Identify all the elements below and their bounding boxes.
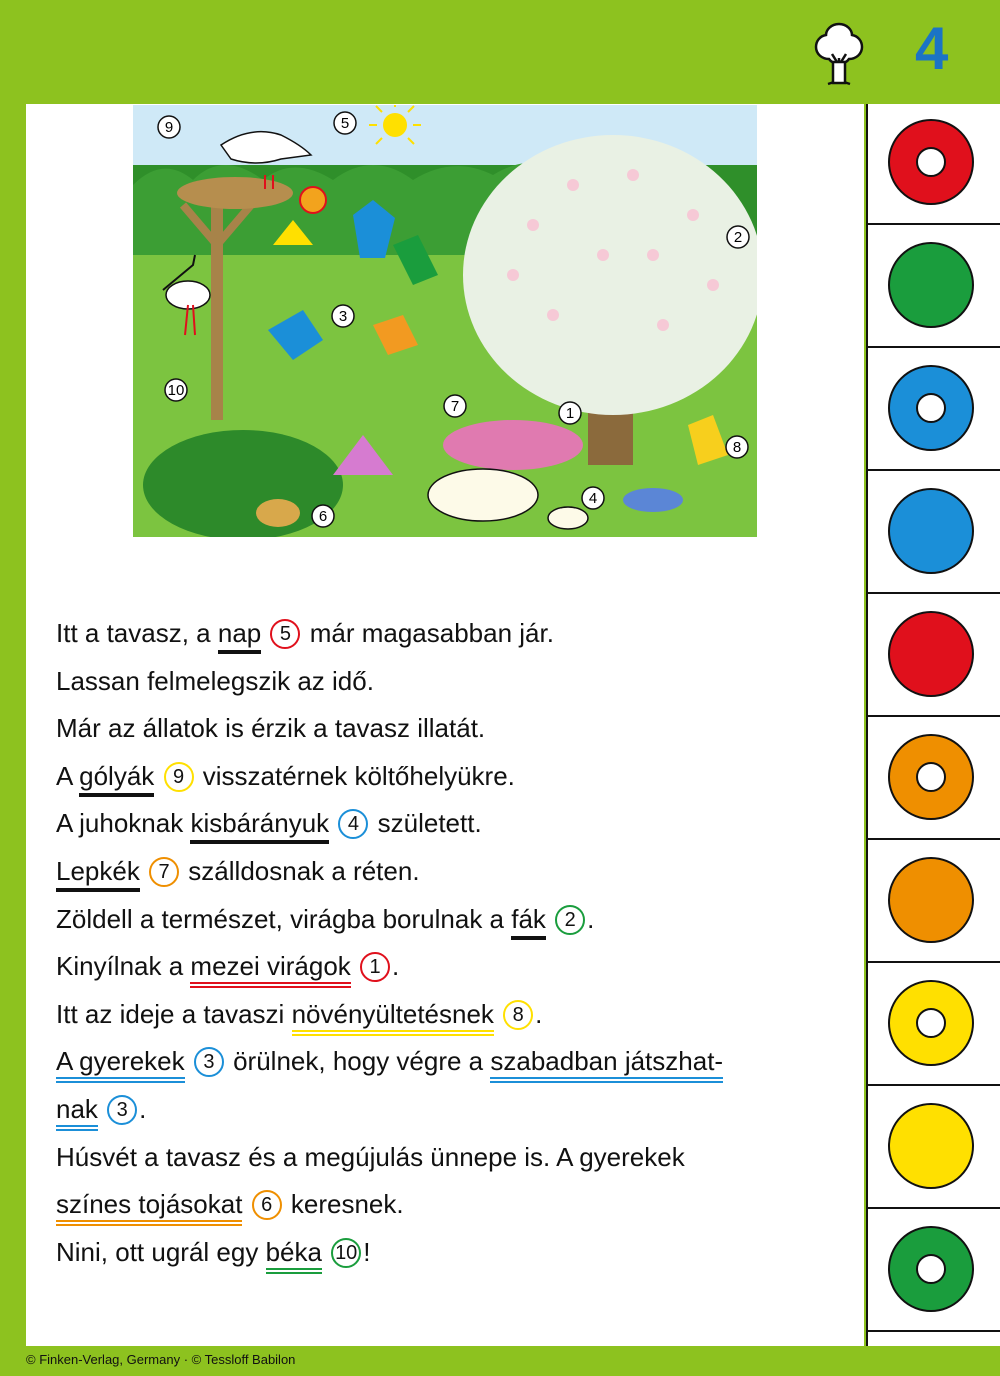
text-line-11: nak 3 . [56,1086,846,1134]
pic-label-10: 10 [167,382,185,399]
page-number: 4 [915,15,949,82]
blue-ring-icon [888,365,974,451]
text-line-13: színes tojásokat 6 keresnek. [56,1181,846,1229]
keyword-sun: nap [218,618,261,654]
text-line-10: A gyerekek 3 örülnek, hogy végre a szabadban játszhat- [56,1038,846,1086]
text-line-9: Itt az ideje a tavaszi növényültetésnek 8 . [56,991,846,1039]
text-line-1: Itt a tavasz, a nap 5 már magasabban jár. [56,610,846,658]
number-7: 7 [149,857,179,887]
keyword-storks: gólyák [79,761,154,797]
keyword-planting: növényültetésnek [292,999,494,1036]
text-line-14: Nini, ott ugrál egy béka 10 ! [56,1229,846,1277]
green-dot-icon [888,242,974,328]
orange-dot-icon [888,857,974,943]
sun [383,113,407,137]
rail-cell-9 [868,1088,1000,1209]
copyright-footer: © Finken-Verlag, Germany · © Tessloff Babilon [26,1352,296,1367]
pic-label-8: 8 [732,439,742,456]
orange-ring-icon [888,734,974,820]
keyword-play-outdoors: szabadban játszhat- [490,1046,723,1083]
red-dot-icon [888,611,974,697]
spring-scene-illustration [133,105,757,537]
yellow-dot-icon [888,1103,974,1189]
pic-label-2: 2 [733,229,743,246]
pic-label-1: 1 [565,405,575,422]
number-5: 5 [270,619,300,649]
rail-cell-7 [868,842,1000,963]
number-10: 10 [331,1238,361,1268]
number-3: 3 [194,1047,224,1077]
keyword-field-flowers: mezei virágok [190,951,350,988]
reading-text [56,610,846,1276]
color-answer-rail [866,104,1000,1346]
keyword-butterflies: Lepkék [56,856,140,892]
keyword-children: A gyerekek [56,1046,185,1083]
green-ring-icon [888,1226,974,1312]
text-line-6: Lepkék 7 szálldosnak a réten. [56,848,846,896]
rail-cell-1 [868,104,1000,225]
text-line-5: A juhoknak kisbárányuk 4 született. [56,800,846,848]
keyword-trees: fák [511,904,546,940]
number-9: 9 [164,762,194,792]
text-line-8: Kinyílnak a mezei virágok 1 . [56,943,846,991]
rail-cell-6 [868,719,1000,840]
pic-label-5: 5 [340,115,350,132]
rail-cell-2 [868,227,1000,348]
tree-icon [808,18,870,88]
number-4: 4 [338,809,368,839]
rail-cell-4 [868,473,1000,594]
text-line-3: Már az állatok is érzik a tavasz illatát. [56,713,486,744]
rail-cell-3 [868,350,1000,471]
number-8: 8 [503,1000,533,1030]
rail-cell-10 [868,1211,1000,1332]
text-line-4: A gólyák 9 visszatérnek költőhelyükre. [56,753,846,801]
yellow-ring-icon [888,980,974,1066]
keyword-colored-eggs: színes tojásokat [56,1189,242,1226]
text-line-12: Húsvét a tavasz és a megújulás ünnepe is. A gyerekek [56,1141,685,1172]
number-6: 6 [252,1190,282,1220]
number-1: 1 [360,952,390,982]
keyword-lambs: kisbárányuk [190,808,329,844]
pic-label-3: 3 [338,308,348,325]
red-ring-icon [888,119,974,205]
pic-label-9: 9 [164,119,174,136]
rail-cell-8 [868,965,1000,1086]
pic-label-7: 7 [450,398,460,415]
keyword-frog: béka [266,1237,322,1274]
number-2: 2 [555,905,585,935]
text-line-2: Lassan felmelegszik az idő. [56,665,374,696]
rail-cell-5 [868,596,1000,717]
number-3b: 3 [107,1095,137,1125]
pic-label-4: 4 [588,490,598,507]
blue-dot-icon [888,488,974,574]
text-line-7: Zöldell a természet, virágba borulnak a fák 2 . [56,896,846,944]
pic-label-6: 6 [318,508,328,525]
keyword-play-outdoors-end: nak [56,1094,98,1131]
